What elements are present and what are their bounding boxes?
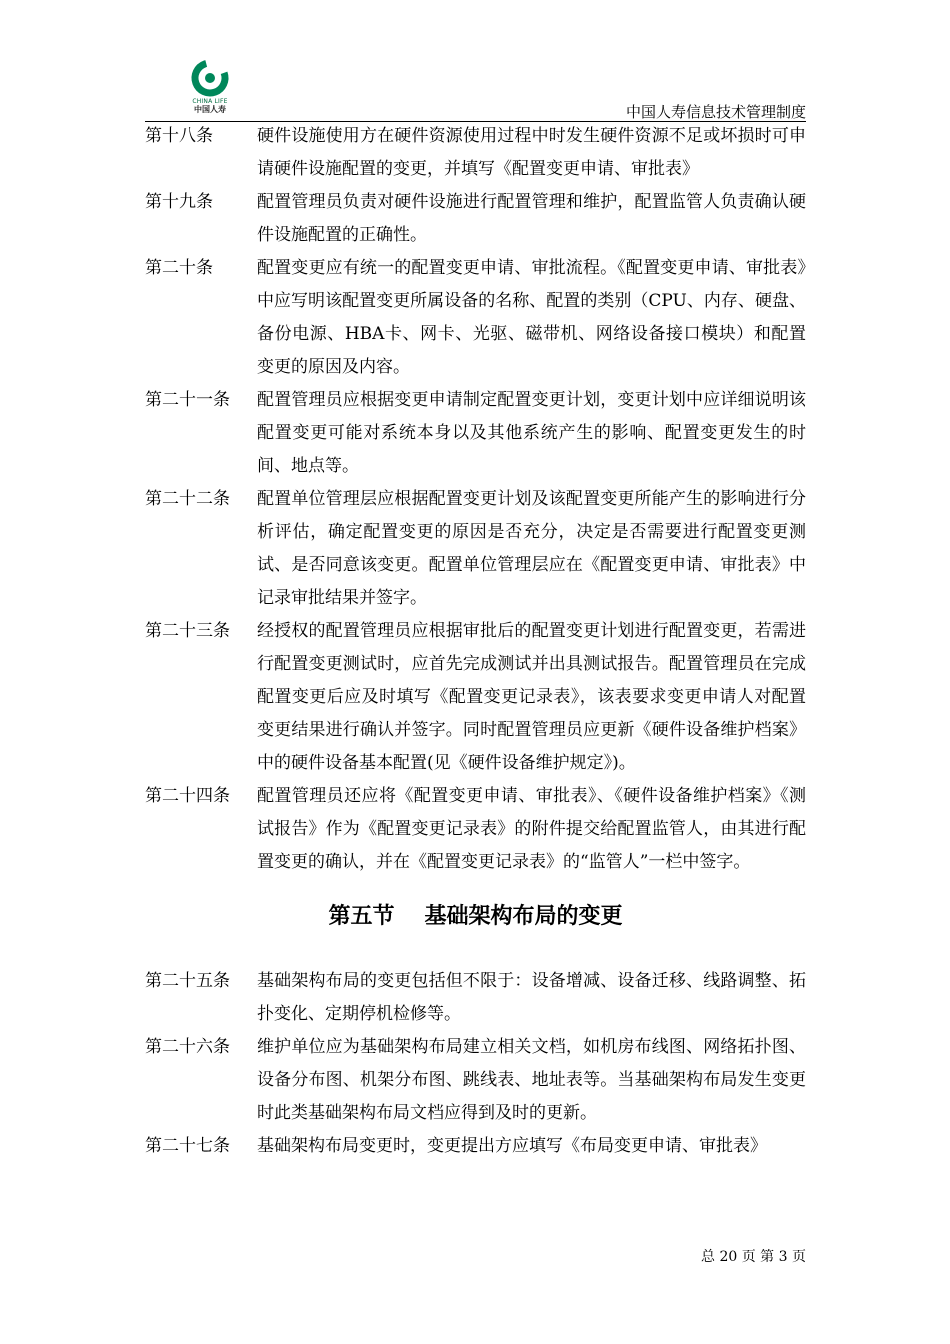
section-heading <box>145 901 806 931</box>
articles-group-after <box>145 965 806 1163</box>
article-number: 第二十五条 <box>145 971 230 991</box>
article-text: 配置变更应有统一的配置变更申请、审批流程。《配置变更申请、审批表》中应写明该配置变更所属设备的名称、配置的类别（CPU、内存、硬盘、备份电源、HBA卡、网卡、光驱、磁带机、网络设备接口模块）和配置变更的原因及内容。 <box>257 258 806 377</box>
article <box>145 965 806 1031</box>
article <box>145 186 806 252</box>
article-text: 基础架构布局的变更包括但不限于：设备增减、设备迁移、线路调整、拓扑变化、定期停机检修等。 <box>257 971 806 1024</box>
article-number: 第二十条 <box>145 258 213 278</box>
article-text: 硬件设施使用方在硬件资源使用过程中时发生硬件资源不足或坏损时可申请硬件设施配置的变更，并填写《配置变更申请、审批表》 <box>257 126 806 179</box>
document-body <box>145 120 806 1163</box>
page-footer: 总 20 页 第 3 页 <box>701 1249 806 1265</box>
article <box>145 615 806 780</box>
article-number: 第二十一条 <box>145 390 230 410</box>
article <box>145 1031 806 1130</box>
article-text: 配置管理员应根据变更申请制定配置变更计划，变更计划中应详细说明该配置变更可能对系统本身以及其他系统产生的影响、配置变更发生的时间、地点等。 <box>257 390 806 476</box>
article-text: 配置单位管理层应根据配置变更计划及该配置变更所能产生的影响进行分析评估，确定配置变更的原因是否充分，决定是否需要进行配置变更测试、是否同意该变更。配置单位管理层应在《配置变更申请、审批表》中记录审批结果并签字。 <box>257 489 806 608</box>
article-text: 经授权的配置管理员应根据审批后的配置变更计划进行配置变更，若需进行配置变更测试时，应首先完成测试并出具测试报告。配置管理员在完成配置变更后应及时填写《配置变更记录表》，该表要求变更申请人对配置变更结果进行确认并签字。同时配置管理员应更新《硬件设备维护档案》中的硬件设备基本配置(见《硬件设备维护规定》)。 <box>257 621 806 773</box>
article <box>145 120 806 186</box>
article-text: 维护单位应为基础架构布局建立相关文档，如机房布线图、网络拓扑图、设备分布图、机架分布图、跳线表、地址表等。当基础架构布局发生变更时此类基础架构布局文档应得到及时的更新。 <box>257 1037 806 1123</box>
article-text: 配置管理员负责对硬件设施进行配置管理和维护，配置监管人负责确认硬件设施配置的正确性。 <box>257 192 806 245</box>
article-number: 第二十四条 <box>145 786 230 806</box>
article-text: 配置管理员还应将《配置变更申请、审批表》、《硬件设备维护档案》《测试报告》作为《配置变更记录表》的附件提交给配置监管人，由其进行配置变更的确认，并在《配置变更记录表》的“监管人”一栏中签字。 <box>257 786 806 872</box>
section-title-text: 基础架构布局的变更 <box>424 903 623 929</box>
article <box>145 780 806 879</box>
article <box>145 252 806 384</box>
logo-chinese-name: 中国人寿 <box>194 105 226 114</box>
section-number: 第五节 <box>328 903 395 929</box>
article <box>145 483 806 615</box>
logo-mark-icon <box>180 58 240 102</box>
logo-english-name: CHINA LIFE <box>192 98 228 105</box>
articles-group-before <box>145 120 806 879</box>
article-number: 第二十六条 <box>145 1037 230 1057</box>
article-number: 第二十三条 <box>145 621 230 641</box>
article-number: 第十八条 <box>145 126 213 146</box>
article-number: 第十九条 <box>145 192 213 212</box>
logo-text <box>181 98 239 114</box>
article <box>145 1130 806 1163</box>
article-number: 第二十二条 <box>145 489 230 509</box>
article-number: 第二十七条 <box>145 1136 230 1156</box>
article <box>145 384 806 483</box>
document-header-title: 中国人寿信息技术管理制度 <box>625 103 806 121</box>
article-text: 基础架构布局变更时，变更提出方应填写《布局变更申请、审批表》 <box>257 1136 767 1156</box>
